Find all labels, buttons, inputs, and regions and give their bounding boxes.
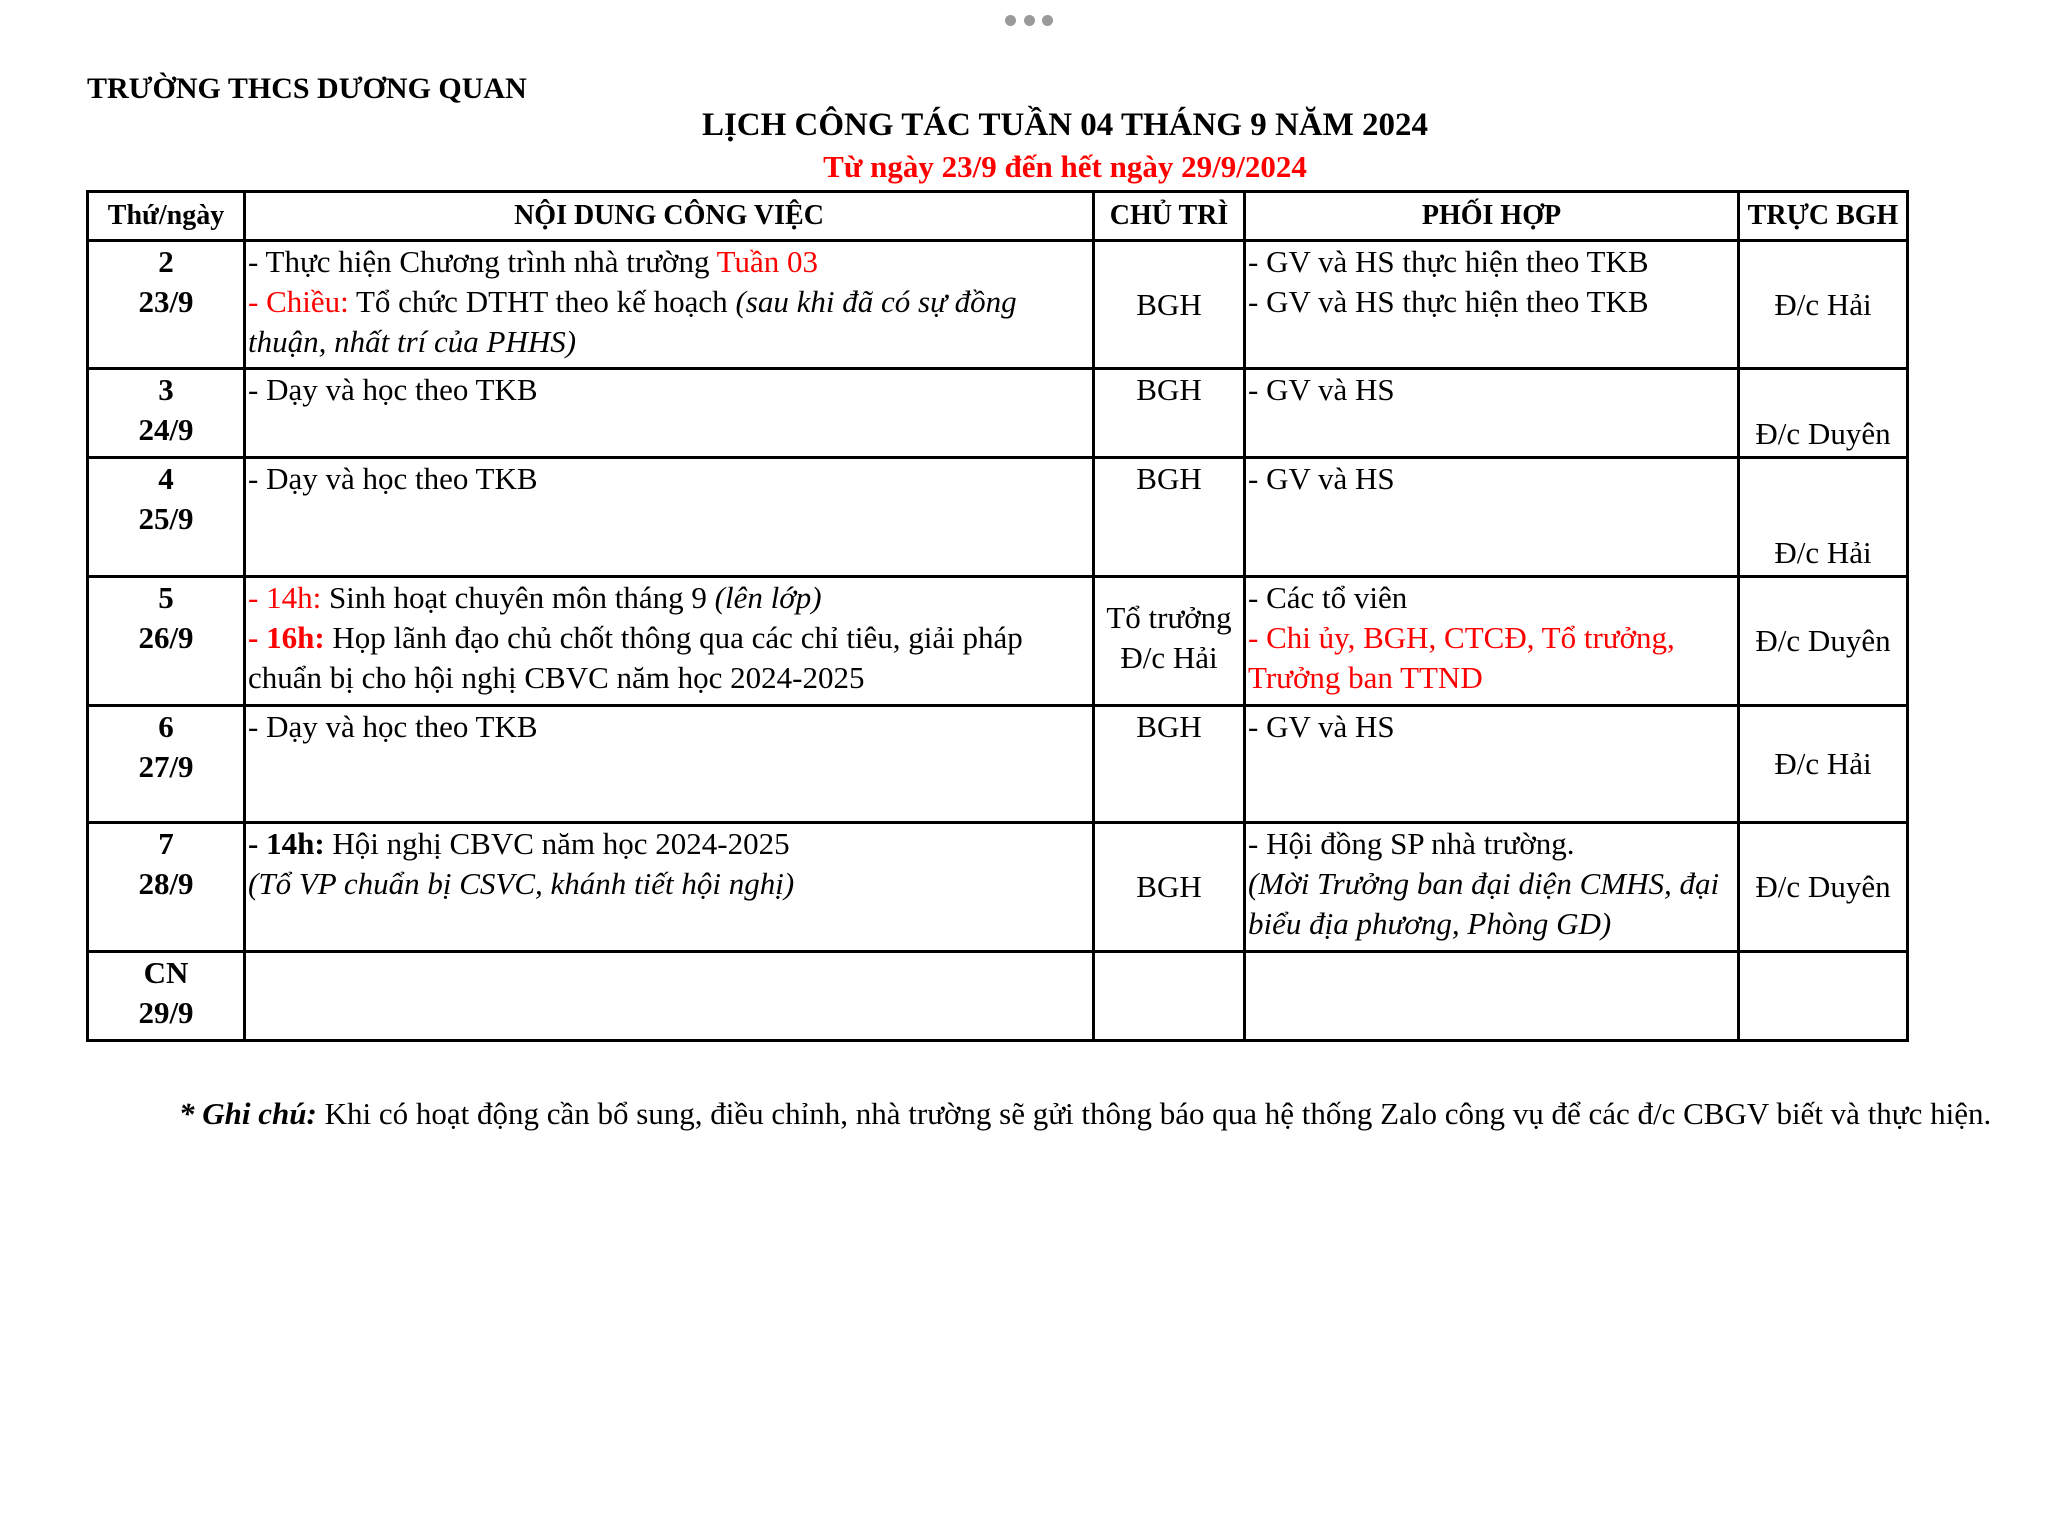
date: 23/9: [138, 284, 194, 319]
weekday: CN: [143, 955, 189, 990]
chair-cell: BGH: [1094, 369, 1245, 458]
weekday: 2: [158, 244, 174, 279]
weekday: 3: [158, 372, 174, 407]
coordination-cell: - GV và HS thực hiện theo TKB - GV và HS thực hiện theo TKB: [1245, 241, 1739, 369]
footnote-text: Khi có hoạt động cần bổ sung, điều chỉnh, nhà trường sẽ gửi thông báo qua hệ thống Zalo công vụ để các đ/c CBGV biết và thực hiện.: [316, 1096, 1992, 1131]
coordination-cell: - Các tổ viên - Chi ủy, BGH, CTCĐ, Tổ trưởng, Trưởng ban TTND: [1245, 577, 1739, 706]
weekday: 4: [158, 461, 174, 496]
content-line: - Chiều: Tổ chức DTHT theo kế hoạch (sau khi đã có sự đồng thuận, nhất trí của PHHS): [248, 284, 1017, 359]
date: 29/9: [138, 995, 194, 1030]
day-cell: [88, 577, 245, 706]
time-label: - Chiều:: [248, 284, 356, 319]
content-line: - Thực hiện Chương trình nhà trường Tuần 03: [248, 244, 818, 279]
coordination-cell: - GV và HS: [1245, 458, 1739, 577]
day-cell: [88, 706, 245, 823]
footnote-label: * Ghi chú:: [179, 1096, 317, 1131]
table-header-row: [88, 192, 1908, 241]
duty-cell: Đ/c Hải: [1739, 706, 1908, 823]
day-cell: [88, 952, 245, 1041]
content-cell: - Dạy và học theo TKB: [245, 706, 1094, 823]
content-line: - 14h: Hội nghị CBVC năm học 2024-2025: [248, 826, 790, 861]
more-options-icon[interactable]: [1005, 12, 1053, 28]
dot: [1005, 15, 1016, 26]
content-cell: [245, 241, 1094, 369]
date: 26/9: [138, 620, 194, 655]
schedule-title: LỊCH CÔNG TÁC TUẦN 04 THÁNG 9 NĂM 2024: [701, 107, 1429, 143]
date: 28/9: [138, 866, 194, 901]
footnote: [87, 1093, 2022, 1134]
week-label: Tuần 03: [716, 244, 818, 279]
time-label: - 14h:: [248, 826, 333, 861]
col-header-content: NỘI DUNG CÔNG VIỆC: [245, 192, 1094, 241]
duty-cell: Đ/c Duyên: [1739, 369, 1908, 458]
day-cell: [88, 369, 245, 458]
coordination-cell: - GV và HS: [1245, 369, 1739, 458]
day-cell: [88, 458, 245, 577]
time-label: - 14h:: [248, 580, 329, 615]
chair-cell: Tổ trưởng Đ/c Hải: [1094, 577, 1245, 706]
date: 25/9: [138, 501, 194, 536]
content-cell: [245, 823, 1094, 952]
duty-cell: [1739, 952, 1908, 1041]
content-line: - 14h: Sinh hoạt chuyên môn tháng 9 (lên lớp): [248, 580, 822, 615]
date: 24/9: [138, 412, 194, 447]
day-cell: [88, 823, 245, 952]
content-cell: - Dạy và học theo TKB: [245, 458, 1094, 577]
duty-cell: Đ/c Hải: [1739, 458, 1908, 577]
table-row: [88, 706, 1908, 823]
col-header-coordination: PHỐI HỢP: [1245, 192, 1739, 241]
dot: [1024, 15, 1035, 26]
duty-cell: Đ/c Hải: [1739, 241, 1908, 369]
school-name: TRƯỜNG THCS DƯƠNG QUAN: [87, 72, 527, 105]
table-row: [88, 369, 1908, 458]
weekday: 6: [158, 709, 174, 744]
table-row: [88, 952, 1908, 1041]
chair-cell: BGH: [1094, 241, 1245, 369]
content-cell: [245, 952, 1094, 1041]
chair-cell: [1094, 952, 1245, 1041]
coordination-cell: - GV và HS: [1245, 706, 1739, 823]
weekday: 5: [158, 580, 174, 615]
col-header-duty: TRỰC BGH: [1739, 192, 1908, 241]
table-row: [88, 241, 1908, 369]
dot: [1042, 15, 1053, 26]
date: 27/9: [138, 749, 194, 784]
content-cell: [245, 577, 1094, 706]
duty-cell: Đ/c Duyên: [1739, 577, 1908, 706]
table-row: [88, 577, 1908, 706]
coordination-cell: [1245, 952, 1739, 1041]
duty-cell: Đ/c Duyên: [1739, 823, 1908, 952]
chair-cell: BGH: [1094, 706, 1245, 823]
coordination-cell: - Hội đồng SP nhà trường. (Mời Trưởng ban đại diện CMHS, đại biểu địa phương, Phòng GD): [1245, 823, 1739, 952]
table-row: [88, 458, 1908, 577]
content-line: - 16h: Họp lãnh đạo chủ chốt thông qua các chỉ tiêu, giải pháp chuẩn bị cho hội nghị CBVC năm học 2024-2025: [248, 620, 1023, 695]
col-header-day: Thứ/ngày: [88, 192, 245, 241]
day-cell: [88, 241, 245, 369]
time-label: - 16h:: [248, 620, 333, 655]
table-row: [88, 823, 1908, 952]
schedule-table: [86, 190, 1909, 1042]
content-cell: - Dạy và học theo TKB: [245, 369, 1094, 458]
col-header-chair: CHỦ TRÌ: [1094, 192, 1245, 241]
schedule-date-range: Từ ngày 23/9 đến hết ngày 29/9/2024: [823, 149, 1307, 184]
chair-cell: BGH: [1094, 458, 1245, 577]
chair-cell: BGH: [1094, 823, 1245, 952]
content-line: (Tổ VP chuẩn bị CSVC, khánh tiết hội nghị): [248, 866, 795, 901]
weekday: 7: [158, 826, 174, 861]
